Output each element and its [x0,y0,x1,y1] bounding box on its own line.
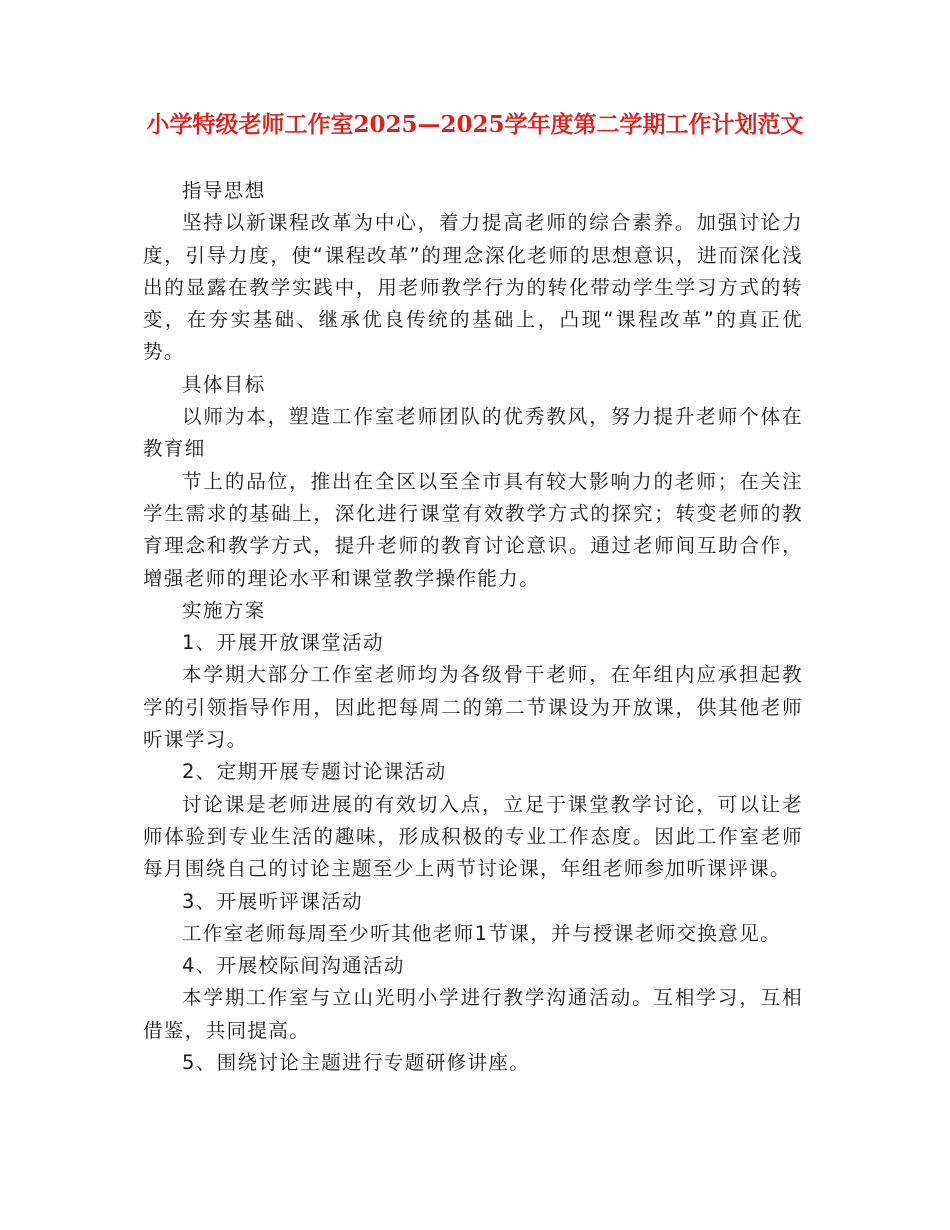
item-heading-2: 2、定期开展专题讨论课活动 [182,760,447,784]
item-paragraph-2: 讨论课是老师进展的有效切入点，立足于课堂教学讨论，可以让老师体验到专业生活的趣味，形成积极的专业工作态度。因此工作室老师每月围绕自己的讨论主题至少上两节讨论课，年组老师参加听课评课。 [143,792,803,881]
heading-specific-goals: 具体目标 [182,372,266,396]
heading-implementation-plan: 实施方案 [182,598,266,622]
item-heading-1: 1、开展开放课堂活动 [182,631,384,655]
item-heading-5: 5、围绕讨论主题进行专题研修讲座。 [182,1051,531,1075]
item-paragraph-1: 本学期大部分工作室老师均为各级骨干老师，在年组内应承担起教学的引领指导作用，因此把每周二的第二节课设为开放课，供其他老师听课学习。 [143,663,803,752]
document-title: 小学特级老师工作室2025—2025学年度第二学期工作计划范文 [146,111,804,138]
item-paragraph-3: 工作室老师每周至少听其他老师1节课，并与授课老师交换意见。 [182,921,782,945]
item-heading-3: 3、开展听评课活动 [182,889,364,913]
paragraph-guiding-ideology: 坚持以新课程改革为中心，着力提高老师的综合素养。加强讨论力度，引导力度，使“课程改革”的理念深化老师的思想意识，进而深化浅出的显露在教学实践中，用老师教学行为的转化带动学生学习方式的转变，在夯实基础、继承优良传统的基础上，凸现“课程改革”的真正优势。 [143,211,803,364]
paragraph-goals-part-1: 以师为本，塑造工作室老师团队的优秀教风，努力提升老师个体在教育细 [143,405,803,461]
item-paragraph-4: 本学期工作室与立山光明小学进行教学沟通活动。互相学习，互相借鉴，共同提高。 [143,986,803,1042]
paragraph-goals-part-2: 节上的品位，推出在全区以至全市具有较大影响力的老师；在关注学生需求的基础上，深化进行课堂有效教学方式的探究；转变老师的教育理念和教学方式，提升老师的教育讨论意识。通过老师间互助合作，增强老师的理论水平和课堂教学操作能力。 [143,469,803,590]
heading-guiding-ideology: 指导思想 [182,179,266,202]
document-body [143,175,803,1079]
item-heading-4: 4、开展校际间沟通活动 [182,954,405,978]
